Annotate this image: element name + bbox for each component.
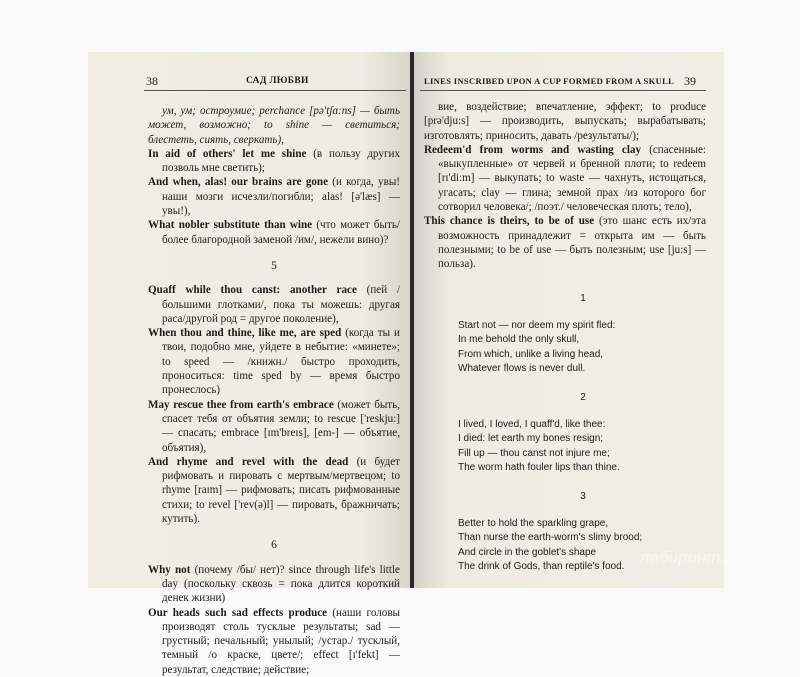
paragraph: And rhyme and revel with the dead (и будет рифмовать и пировать с мертвым/мертвецом; to rhyme [raɪm] — рифмовать; писать рифмованные стихи; to revel ['rev(ə)l] — пировать, бражничать; кутить). [148,455,400,526]
paragraph: Quaff while thou canst: another race (пей /большими глотками/, пока ты можешь: другая раса/другой род = другое поколение), [148,284,400,325]
stanza [458,319,708,377]
poem-line: Better to hold the sparkling grape, [458,517,609,529]
paragraph: In aid of others' let me shine (в пользу других позволь мне светить); [148,147,401,175]
right-running-head: LINES INSCRIBED UPON A CUP FORMED FROM A SKULL [424,76,675,86]
right-page-body [424,100,706,272]
section-number: 5 [271,259,277,272]
stanza-number: 3 [580,490,586,502]
poem-line: The drink of Gods, than reptile's food. [458,561,625,573]
paragraph: May rescue thee from earth's embrace (может быть, спасет тебя от объятия земли; to rescue ['reskju:] — спасать; embrace [ɪm'breɪs], [em-] — объятие, объятия), [148,398,400,454]
section-number: 6 [271,539,277,552]
left-running-head: САД ЛЮБВИ [246,76,309,86]
left-header-rule [144,90,406,91]
left-page [88,52,410,676]
poem-line: Fill up — thou canst not injure me; [458,447,610,459]
watermark: лабиринт.ру [640,548,743,567]
paragraph: Why not (почему /бы/ нет)? since through life's little day (поскольку сквозь = пока длится короткий денек жизни) [148,563,400,605]
left-page-number: 38 [146,74,158,88]
paragraph: Our heads such sad effects produce (наши головы производят столь тусклые результаты; sad — грустный; печальный; унылый; /устар./ тусклый, темный /о краске, цвете/; effect [ɪ'fekt] — результат, следствие; действие; [148,606,401,676]
stanza [458,418,708,476]
stanza-number: 1 [580,293,586,304]
paragraph: What nobler substitute than wine (что может быть/ более благородной заменой /им/, нежели вино)? [148,219,401,246]
right-header-rule [420,90,706,91]
poem-line: I lived, I loved, I quaff'd, like thee: [458,418,606,430]
poem-line: And circle in the goblet's shape [458,546,597,558]
poem-line: Whatever flows is never dull. [458,363,586,375]
stanza-number: 2 [580,391,586,403]
paragraph: Redeem'd from worms and wasting clay (спасенные: «выкупленные» от червей и бренной плоти; to redeem [rɪ'di:m] — выкупать; to waste — чахнуть, истощаться, угасать; clay — глина; земной прах /из которого бог сотворил человека/; /поэт./ человеческая плоть; тело), [424,143,706,214]
paragraph: And when, alas! our brains are gone (и когда, увы! наши мозги исчезли/погибли; alas! [ə'læs] — увы!), [148,176,400,218]
poem-line: In me behold the only skull, [458,334,580,346]
paragraph: This chance is theirs, to be of use (это шанс есть их/эта возможность принадлежит = открыта им — быть полезными; to be of use — быть полезным; use [ju:s] — польза). [424,215,706,271]
poem-line: Start not — nor deem my spirit fled: [458,319,616,331]
poem-line: The worm hath fouler lips than thine. [458,462,620,474]
paragraph: вие, воздействие; впечатление, эффект; to produce [prə'dju:s] — производить, выпускать; вырабатывать; изготовлять; приносить, давать /результаты/); [424,101,706,142]
right-page [414,52,724,588]
paragraph: When thou and thine, like me, are sped (когда ты и твои, подобно мне, уйдете в небытие: «минете»; to speed — /книжн./ быстро проходить, проноситься: time sped by — время быстро пронеслось) [148,327,400,397]
poem-line: From which, unlike a living head, [458,348,604,360]
poem-line: I died: let earth my bones resign; [458,433,604,445]
poem [458,292,708,589]
open-book [88,52,724,676]
poem-line: Than nurse the earth-worm's slimy brood; [458,532,643,544]
right-page-number: 39 [684,74,696,88]
left-page-body [148,104,400,677]
paragraph: ум, ум; остроумие; perchance [pə'tʃɑ:ns] — быть может, возможно; to shine — светиться; блестеть, сиять, сверкать), [148,105,400,146]
